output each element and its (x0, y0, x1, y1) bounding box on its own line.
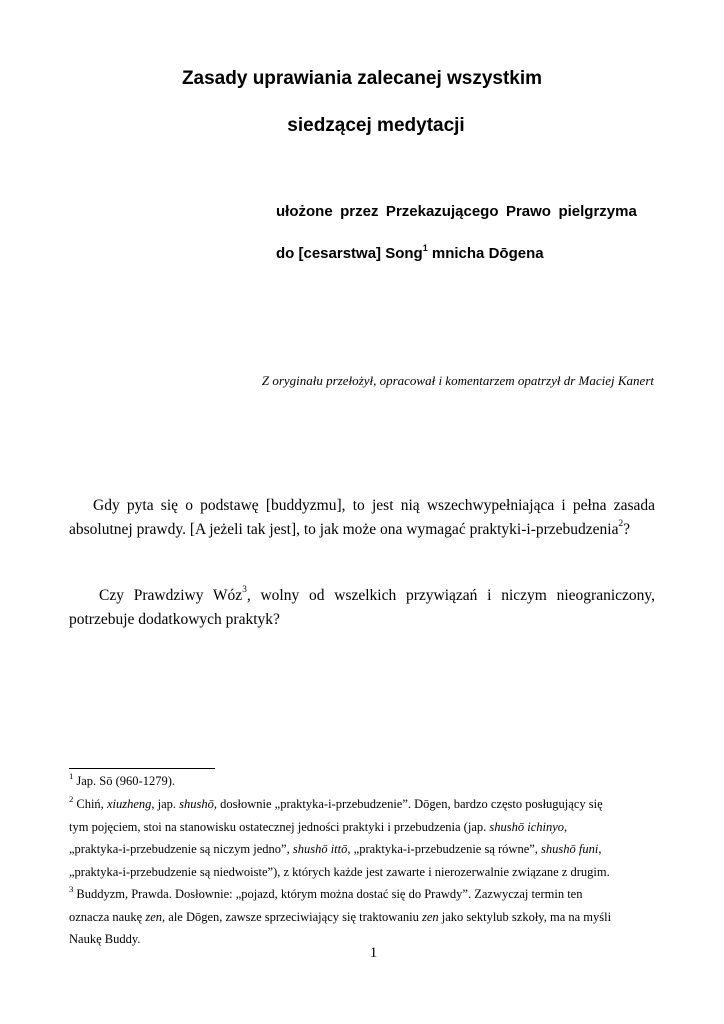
footnote-term: shushō funi (541, 842, 599, 856)
paragraph-text: absolutnej prawdy. [A jeżeli tak jest], to jak może ona wymagać praktyki-i-przebudzenia (69, 521, 619, 538)
footnote-text: , dosłownie „praktyka-i-przebudzenie”. Dōgen, bardzo często posługujący się (213, 797, 603, 811)
footnote-text: , (564, 819, 568, 834)
footnote-text: , (598, 842, 602, 856)
page-number: 1 (369, 945, 378, 961)
paragraph-text-end: ? (623, 521, 631, 538)
footnote-text: Buddyzm, Prawda. Dosłownie: „pojazd, którym można dostać się do Prawdy”. Zazwyczaj termin ten (76, 887, 583, 901)
subtitle-line-2 (276, 242, 656, 262)
footnote-text: Naukę Buddy. (69, 932, 141, 946)
document-title-line-2: siedzącej medytacji (287, 115, 465, 136)
footnote-ref-2[interactable]: 2 (618, 519, 624, 530)
footnote-term: shushō ichinyo (489, 819, 565, 834)
footnote-text: Chiń, (76, 797, 107, 811)
paragraph-text-end: , wolny od wszelkich przywiązań i niczym nieograniczony, (246, 587, 656, 604)
footnote-text: oznacza naukę (69, 909, 146, 924)
footnote-term: zen (421, 909, 439, 924)
paragraph-text: Czy Prawdziwy Wóz (99, 587, 243, 604)
footnote-term: xiuzheng (106, 797, 152, 811)
body-paragraph-1 (69, 494, 655, 542)
footnote-text: „praktyka-i-przebudzenie są niedwoiste”), z których każde jest zawarte i nierozerwalnie związane z drugim. (69, 864, 610, 879)
footnote-separator (69, 768, 215, 769)
subtitle-line-1: ułożone przez Przekazującego Prawo pielgrzyma (276, 203, 637, 220)
footnote-term: zen (145, 909, 163, 924)
footnote-term: shushō (179, 797, 214, 811)
paragraph-line: potrzebuje dodatkowych praktyk? (69, 611, 280, 628)
subtitle-text-end: mnicha Dōgena (427, 245, 544, 262)
footnote-text: Jap. Sō (960-1279). (76, 774, 175, 788)
footnote-number: 2 (69, 793, 74, 804)
footnote-term: shushō ittō (292, 842, 348, 856)
subtitle-text: do [cesarstwa] Song (276, 245, 423, 262)
body-paragraph-2 (69, 584, 655, 632)
footnote-text: „praktyka-i-przebudzenie są niczym jedno”, (69, 842, 293, 856)
paragraph-line (69, 584, 655, 608)
paragraph-line (69, 518, 655, 542)
footnote-ref-1[interactable]: 1 (422, 242, 428, 253)
document-title-line-1: Zasady uprawiania zalecanej wszystkim (181, 68, 543, 89)
footnote-number: 1 (69, 770, 74, 781)
footnote-1 (69, 770, 659, 793)
footnote-number: 3 (69, 883, 74, 894)
footnote-2 (69, 793, 659, 883)
footnote-text: tym pojęciem, stoi na stanowisku ostatecznej jedności praktyki i przebudzenia (jap. (69, 819, 490, 834)
footnote-text: , jap. (151, 797, 180, 811)
footnote-ref-3[interactable]: 3 (242, 585, 247, 596)
footnote-text: , ale Dōgen, zawsze sprzeciwiający się traktowaniu (162, 909, 422, 924)
footnote-3 (69, 883, 659, 951)
translator-credit: Z oryginału przełożył, opracował i komentarzem opatrzył dr Maciej Kanert (261, 373, 654, 388)
paragraph-line: Gdy pyta się o podstawę [buddyzmu], to jest nią wszechwypełniająca i pełna zasada (93, 497, 655, 514)
footnote-text: jako sektylub szkoły, ma na myśli (438, 909, 612, 924)
footnote-text: , „praktyka-i-przebudzenie są równe”, (347, 842, 542, 856)
